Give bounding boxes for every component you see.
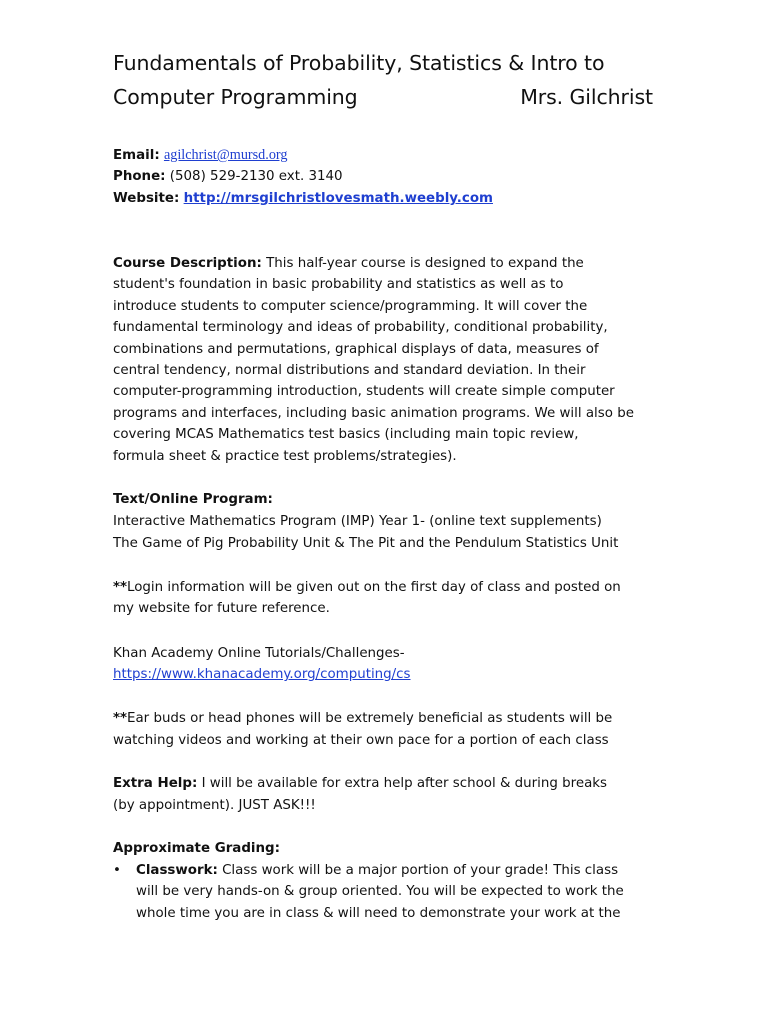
bullet-icon: • — [113, 863, 121, 878]
classwork-text: Class work will be a major portion of your grade! This class — [217, 863, 619, 878]
grading-item-line — [136, 860, 696, 881]
earbuds-note-stars: ** — [113, 711, 128, 726]
earbuds-note-line: watching videos and working at their own pace for a portion of each class — [113, 733, 609, 748]
extra-help-text: I will be available for extra help after school & during breaks — [197, 776, 608, 791]
course-description-line: covering MCAS Mathematics test basics (including main topic review, — [113, 427, 579, 443]
document-title-line-1: Fundamentals of Probability, Statistics & Intro to — [113, 51, 605, 75]
course-description-line: introduce students to computer science/programming. It will cover the — [113, 298, 588, 314]
text-program-line: Interactive Mathematics Program (IMP) Year 1- (online text supplements) — [113, 514, 602, 529]
email-label: Email: — [113, 148, 160, 163]
khan-academy-text: Khan Academy Online Tutorials/Challenges- — [113, 646, 405, 661]
login-note-line: my website for future reference. — [113, 601, 330, 616]
course-description-line — [113, 253, 673, 274]
login-note-line — [113, 577, 673, 598]
classwork-label: Classwork: — [136, 863, 218, 878]
login-note-text: Login information will be given out on the first day of class and posted on — [127, 580, 621, 595]
phone-number: (508) 529-2130 ext. 3140 — [169, 169, 343, 184]
course-description-line: computer-programming introduction, students will create simple computer — [113, 384, 615, 400]
login-note-stars: ** — [113, 580, 128, 595]
course-description-line: central tendency, normal distributions and standard deviation. In their — [113, 363, 586, 378]
text-program-heading: Text/Online Program: — [113, 492, 273, 507]
course-title: Computer Programming — [113, 85, 358, 109]
grading-item-line: whole time you are in class & will need to demonstrate your work at the — [136, 906, 621, 921]
course-description-line: programs and interfaces, including basic animation programs. We will also be — [113, 405, 634, 421]
course-description-text: This half-year course is designed to expand the — [266, 256, 584, 271]
course-description-line: fundamental terminology and ideas of probability, conditional probability, — [113, 320, 608, 336]
earbuds-note-line — [113, 708, 673, 729]
khan-academy-link[interactable]: https://www.khanacademy.org/computing/cs — [113, 667, 411, 682]
extra-help-line: (by appointment). JUST ASK!!! — [113, 798, 316, 813]
email-row — [113, 145, 673, 166]
document-title-line-2 — [113, 81, 653, 113]
grading-item-line: will be very hands-on & group oriented. You will be expected to work the — [136, 884, 624, 899]
extra-help-line — [113, 773, 673, 794]
teacher-name: Mrs. Gilchrist — [520, 85, 653, 109]
text-program-line: The Game of Pig Probability Unit & The Pit and the Pendulum Statistics Unit — [113, 536, 619, 551]
earbuds-note-text: Ear buds or head phones will be extremely beneficial as students will be — [127, 711, 613, 726]
khan-academy-row — [113, 664, 673, 685]
grading-heading: Approximate Grading: — [113, 841, 280, 856]
course-description-line: student's foundation in basic probability and statistics as well as to — [113, 277, 564, 293]
website-label: Website: — [113, 191, 180, 206]
course-description-line: formula sheet & practice test problems/strategies). — [113, 448, 457, 464]
course-description-label: Course Description: — [113, 256, 262, 271]
email-link[interactable]: agilchrist@mursd.org — [163, 147, 288, 163]
course-description-line: combinations and permutations, graphical displays of data, measures of — [113, 341, 599, 357]
website-link[interactable]: http://mrsgilchristlovesmath.weebly.com — [183, 191, 493, 206]
extra-help-label: Extra Help: — [113, 776, 198, 791]
phone-row — [113, 166, 673, 187]
website-row — [113, 188, 673, 209]
phone-label: Phone: — [113, 169, 166, 184]
